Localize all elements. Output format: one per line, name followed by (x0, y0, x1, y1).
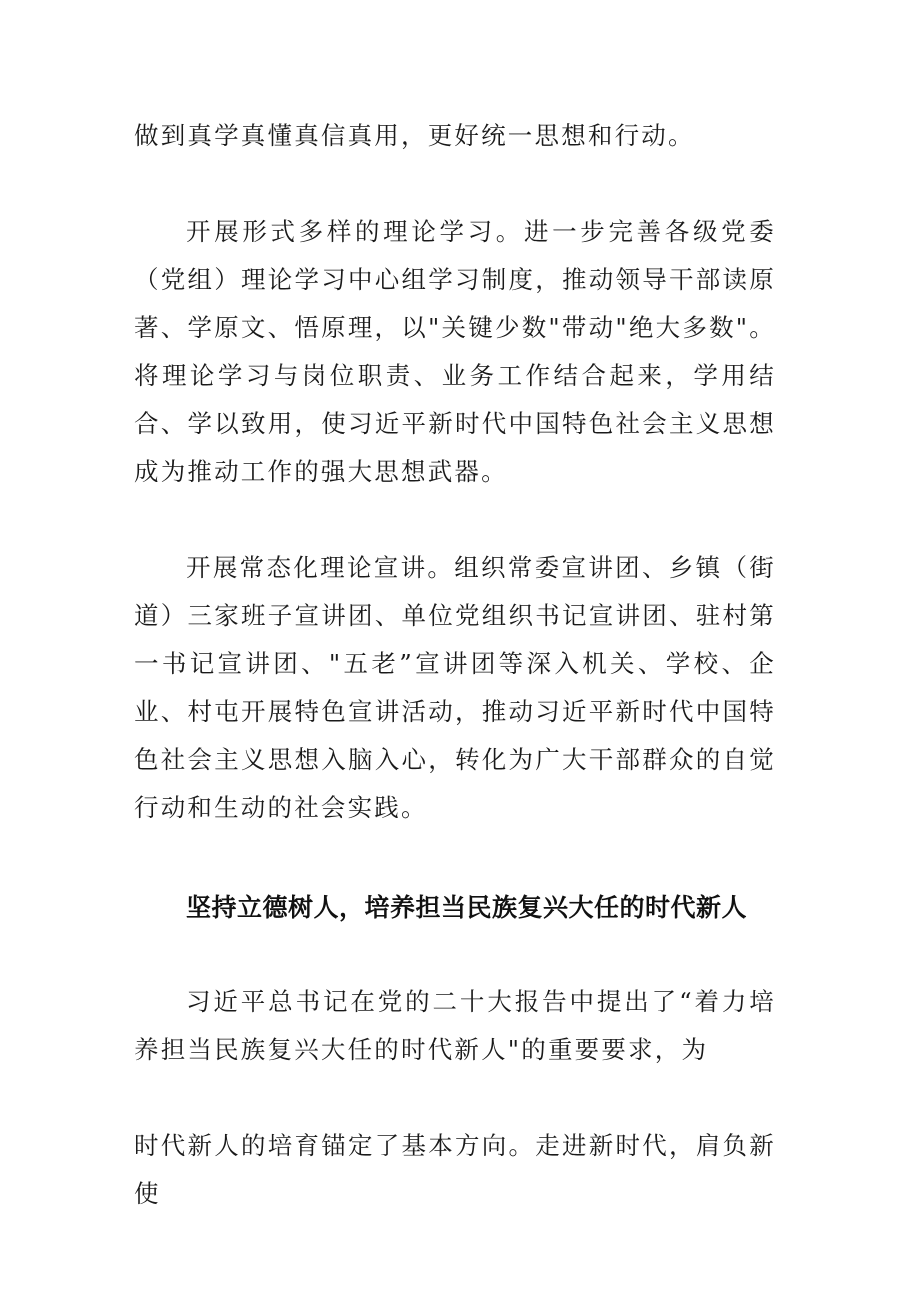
section-heading: 坚持立德树人，培养担当民族复兴大任的时代新人 (186, 893, 748, 922)
paragraph-new-era-people: 习近平总书记在党的二十大报告中提出了“着力培养担当民族复兴大任的时代新人"的重要要求，为 (134, 987, 776, 1064)
paragraph-theory-study: 开展形式多样的理论学习。进一步完善各级党委（党组）理论学习中心组学习制度，推动领导干部读原著、学原文、悟原理，以"关键少数"带动"绝大多数"。将理论学习与岗位职责、业务工作结合起来，学用结合、学以致用，使习近平新时代中国特色社会主义思想成为推动工作的强大思想武器。 (134, 217, 776, 486)
paragraph-theory-lectures: 开展常态化理论宣讲。组织常委宣讲团、乡镇（街道）三家班子宣讲团、单位党组织书记宣讲团、驻村第一书记宣讲团、"五老”宣讲团等深入机关、学校、企业、村屯开展特色宣讲活动，推动习近平新时代中国特色社会主义思想入脑入心，转化为广大干部群众的自觉行动和生动的社会实践。 (134, 553, 776, 822)
paragraph-continuation: 做到真学真懂真信真用，更好统一思想和行动。 (134, 121, 695, 150)
paragraph-new-era-continuation: 时代新人的培育锚定了基本方向。走进新时代，肩负新使 (134, 1131, 776, 1208)
